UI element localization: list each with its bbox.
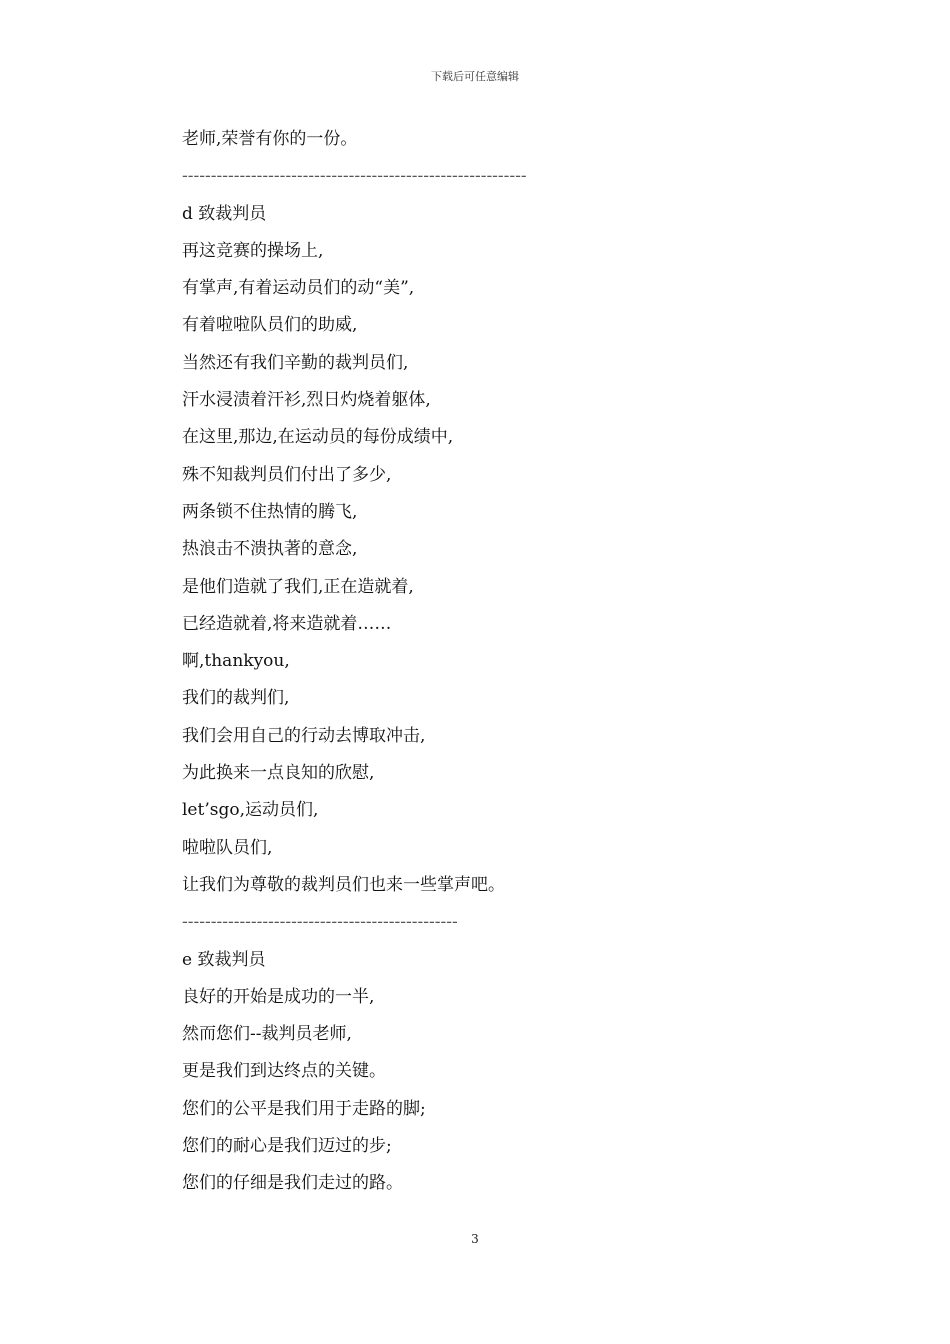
text-line: 更是我们到达终点的关键。	[182, 1061, 386, 1082]
text-line: 您们的仔细是我们走过的路。	[182, 1173, 403, 1194]
text-line: 啊,thankyou,	[182, 651, 290, 672]
dashed-separator: ------------------------------------------------------------	[182, 166, 527, 187]
page-number: 3	[471, 1232, 479, 1246]
text-line: 是他们造就了我们,正在造就着,	[182, 576, 414, 597]
text-line: 您们的耐心是我们迈过的步;	[182, 1136, 392, 1157]
text-line: 为此换来一点良知的欣慰,	[182, 763, 375, 784]
text-line: 我们会用自己的行动去博取冲击,	[182, 725, 426, 746]
text-line: 您们的公平是我们用于走路的脚;	[182, 1098, 426, 1119]
text-line: 让我们为尊敬的裁判员们也来一些掌声吧。	[182, 874, 505, 895]
section-heading-d: d 致裁判员	[182, 203, 267, 224]
text-line: 汗水浸渍着汗衫,烈日灼烧着躯体,	[182, 390, 431, 411]
text-line: 老师,荣誉有你的一份。	[182, 129, 358, 149]
text-line: 有着啦啦队员们的助威,	[182, 315, 358, 336]
text-line: 再这竞赛的操场上,	[182, 240, 324, 261]
dashed-separator: ------------------------------------------------	[182, 912, 458, 933]
text-line: 两条锁不住热情的腾飞,	[182, 501, 358, 522]
text-line: 有掌声,有着运动员们的动“美”,	[182, 278, 415, 299]
text-line: 殊不知裁判员们付出了多少,	[182, 464, 392, 485]
text-line: 啦啦队员们,	[182, 837, 273, 858]
text-line: 然而您们--裁判员老师,	[182, 1024, 352, 1045]
text-line: let’sgo,运动员们,	[182, 800, 319, 821]
text-line: 良好的开始是成功的一半,	[182, 986, 375, 1007]
text-line: 在这里,那边,在运动员的每份成绩中,	[182, 427, 454, 448]
text-line: 已经造就着,将来造就着……	[182, 613, 392, 634]
document-body	[182, 124, 782, 1206]
text-line: 当然还有我们辛勤的裁判员们,	[182, 352, 409, 373]
text-line: 我们的裁判们,	[182, 688, 290, 709]
page-header: 下载后可任意编辑	[431, 70, 519, 83]
section-heading-e: e 致裁判员	[182, 949, 266, 970]
text-line: 热浪击不溃执著的意念,	[182, 539, 358, 560]
